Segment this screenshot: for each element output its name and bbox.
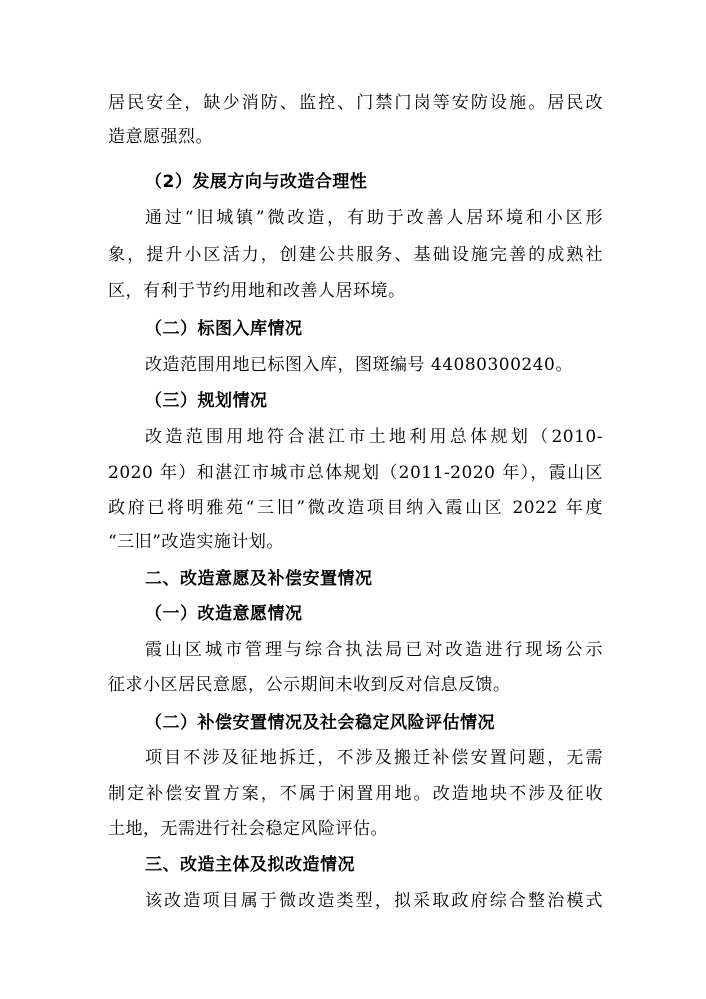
- body-text-line: 象，提升小区活力，创建公共服务、基础设施完善的成熟社: [108, 245, 603, 265]
- body-text-line: 征求小区居民意愿，公示期间未收到反对信息反馈。: [108, 675, 511, 695]
- body-text-line: 造意愿强烈。: [108, 127, 213, 147]
- body-text-line: 通过“旧城镇”微改造，有助于改善人居环境和小区形: [145, 208, 603, 228]
- body-text-line: 制定补偿安置方案，不属于闲置用地。改造地块不涉及征收: [108, 784, 603, 804]
- body-text-line: 改造范围用地符合湛江市土地利用总体规划（2010-: [145, 427, 603, 447]
- subsection-heading: （三）规划情况: [145, 391, 268, 411]
- body-text-line: 该改造项目属于微改造类型，拟采取政府综合整治模式: [145, 891, 603, 911]
- subsection-heading: （二）标图入库情况: [145, 319, 303, 339]
- section-heading: 三、改造主体及拟改造情况: [145, 855, 355, 875]
- body-text-line: 政府已将明雅苑“三旧”微改造项目纳入霞山区 2022 年度: [108, 498, 603, 518]
- subsection-heading: （2）发展方向与改造合理性: [145, 172, 368, 192]
- body-text-line: 土地，无需进行社会稳定风险评估。: [108, 819, 388, 839]
- subsection-heading: （二）补偿安置情况及社会稳定风险评估情况: [145, 713, 495, 733]
- body-text-line: 居民安全，缺少消防、监控、门禁门岗等安防设施。居民改: [108, 93, 603, 113]
- body-text-line: “三旧”改造实施计划。: [108, 532, 284, 552]
- subsection-heading: （一）改造意愿情况: [145, 604, 303, 624]
- body-text-line: 项目不涉及征地拆迁，不涉及搬迁补偿安置问题，无需: [145, 748, 603, 768]
- body-text-line: 改造范围用地已标图入库，图斑编号 44080300240。: [145, 355, 573, 375]
- section-heading: 二、改造意愿及补偿安置情况: [145, 569, 373, 589]
- body-text-line: 霞山区城市管理与综合执法局已对改造进行现场公示: [145, 640, 603, 660]
- body-text-line: 2020 年）和湛江市城市总体规划（2011-2020 年），霞山区: [108, 463, 603, 483]
- body-text-line: 区，有利于节约用地和改善人居环境。: [108, 281, 406, 301]
